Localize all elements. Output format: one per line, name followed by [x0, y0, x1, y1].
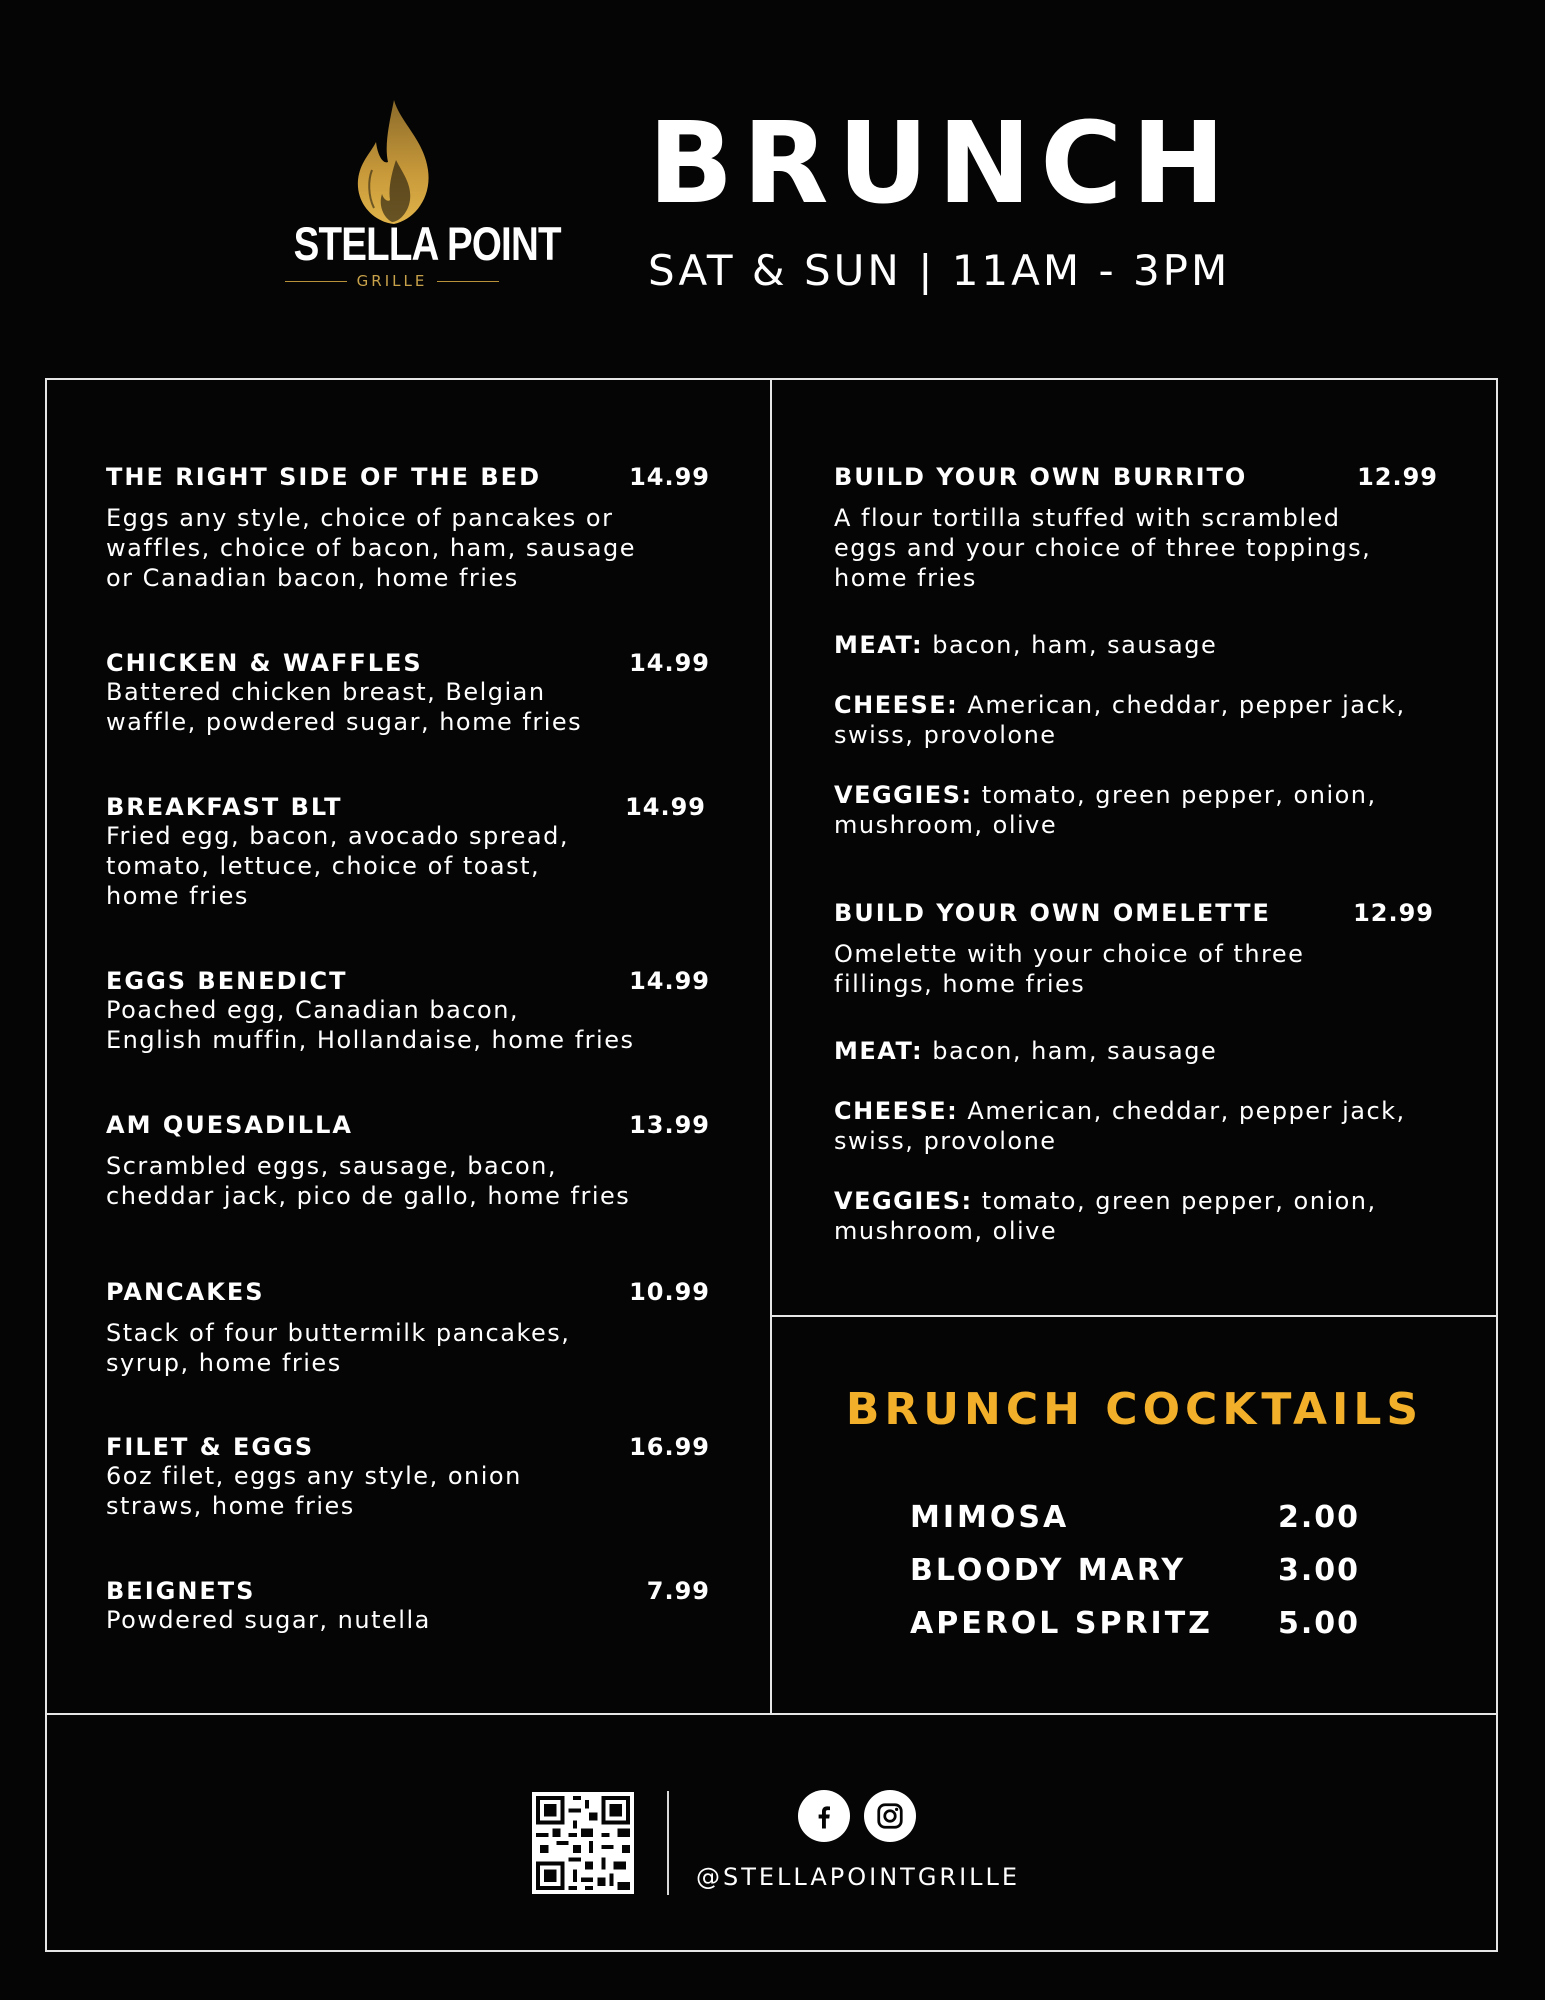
- item-desc: A flour tortilla stuffed with scrambled: [834, 504, 1341, 532]
- menu-item: [106, 967, 710, 1055]
- item-name: EGGS BENEDICT: [106, 967, 348, 995]
- qr-code-icon[interactable]: [532, 1792, 634, 1894]
- option-text: mushroom, olive: [834, 1217, 1058, 1245]
- instagram-icon[interactable]: [864, 1790, 916, 1842]
- item-desc: Poached egg, Canadian bacon,: [106, 996, 520, 1024]
- item-name: AM QUESADILLA: [106, 1111, 353, 1139]
- option-label: MEAT:: [834, 631, 924, 659]
- option-text: bacon, ham, sausage: [923, 1037, 1218, 1065]
- footer-divider: [45, 1713, 1498, 1715]
- option-meat: [834, 630, 1454, 660]
- item-price: 13.99: [629, 1111, 710, 1139]
- option-label: MEAT:: [834, 1037, 924, 1065]
- item-desc: English muffin, Hollandaise, home fries: [106, 1026, 635, 1054]
- cocktail-item: [910, 1606, 1360, 1659]
- option-text: tomato, green pepper, onion,: [972, 1187, 1377, 1215]
- menu-item-omelette: [834, 899, 1434, 999]
- item-price: 12.99: [1357, 463, 1438, 491]
- page-title: BRUNCH: [648, 99, 1235, 229]
- option-meat: [834, 1036, 1454, 1066]
- item-desc: home fries: [106, 882, 249, 910]
- menu-item: [106, 1577, 710, 1635]
- item-desc: Eggs any style, choice of pancakes or: [106, 504, 614, 532]
- brand-subtitle: [272, 272, 512, 290]
- item-name: BUILD YOUR OWN OMELETTE: [834, 899, 1271, 927]
- cocktails-list: [910, 1500, 1360, 1659]
- option-text: American, cheddar, pepper jack,: [958, 1097, 1406, 1125]
- brand-sub-text: GRILLE: [356, 272, 428, 290]
- cocktail-name: BLOODY MARY: [910, 1553, 1187, 1588]
- item-name: PANCAKES: [106, 1278, 265, 1306]
- item-price: 16.99: [629, 1433, 710, 1461]
- brand-name: STELLA POINT: [293, 217, 561, 270]
- item-price: 14.99: [629, 967, 710, 995]
- facebook-icon[interactable]: [798, 1790, 850, 1842]
- option-text: swiss, provolone: [834, 1127, 1057, 1155]
- item-desc: Omelette with your choice of three: [834, 940, 1305, 968]
- cocktail-item: [910, 1500, 1360, 1553]
- item-desc: Powdered sugar, nutella: [106, 1606, 431, 1634]
- footer-separator: [667, 1791, 669, 1895]
- menu-item: [106, 649, 710, 737]
- item-price: 10.99: [629, 1278, 710, 1306]
- cocktail-name: MIMOSA: [910, 1500, 1070, 1535]
- item-desc: cheddar jack, pico de gallo, home fries: [106, 1182, 631, 1210]
- item-price: 14.99: [629, 463, 710, 491]
- menu-item: [106, 1111, 710, 1211]
- item-name: BEIGNETS: [106, 1577, 256, 1605]
- menu-item: [106, 1433, 710, 1521]
- column-divider: [770, 378, 772, 1714]
- social-icons: [798, 1790, 916, 1842]
- item-price: 14.99: [629, 649, 710, 677]
- section-divider: [771, 1315, 1498, 1317]
- item-name: FILET & EGGS: [106, 1433, 315, 1461]
- item-desc: straws, home fries: [106, 1492, 355, 1520]
- item-desc: Scrambled eggs, sausage, bacon,: [106, 1152, 557, 1180]
- item-desc: 6oz filet, eggs any style, onion: [106, 1462, 522, 1490]
- option-text: American, cheddar, pepper jack,: [958, 691, 1406, 719]
- item-name: THE RIGHT SIDE OF THE BED: [106, 463, 541, 491]
- item-desc: home fries: [834, 564, 977, 592]
- item-desc: eggs and your choice of three toppings,: [834, 534, 1372, 562]
- option-label: CHEESE:: [834, 1097, 959, 1125]
- item-name: CHICKEN & WAFFLES: [106, 649, 423, 677]
- item-desc: waffle, powdered sugar, home fries: [106, 708, 583, 736]
- option-label: VEGGIES:: [834, 1187, 973, 1215]
- option-label: CHEESE:: [834, 691, 959, 719]
- page-subtitle: SAT & SUN | 11AM - 3PM: [648, 246, 1231, 295]
- option-cheese: [834, 1096, 1454, 1156]
- option-veggies: [834, 1186, 1454, 1246]
- divider: [437, 281, 499, 282]
- menu-item: [106, 463, 710, 593]
- item-desc: Stack of four buttermilk pancakes,: [106, 1319, 571, 1347]
- option-text: mushroom, olive: [834, 811, 1058, 839]
- divider: [285, 281, 347, 282]
- menu-item-burrito: [834, 463, 1438, 593]
- menu-item: [106, 793, 706, 911]
- cocktail-item: [910, 1553, 1360, 1606]
- item-desc: fillings, home fries: [834, 970, 1086, 998]
- item-price: 12.99: [1353, 899, 1434, 927]
- option-label: VEGGIES:: [834, 781, 973, 809]
- item-desc: or Canadian bacon, home fries: [106, 564, 519, 592]
- option-text: bacon, ham, sausage: [923, 631, 1218, 659]
- item-desc: waffles, choice of bacon, ham, sausage: [106, 534, 637, 562]
- option-text: swiss, provolone: [834, 721, 1057, 749]
- brand-logo: [272, 100, 561, 300]
- item-desc: Fried egg, bacon, avocado spread,: [106, 822, 569, 850]
- item-name: BUILD YOUR OWN BURRITO: [834, 463, 1248, 491]
- cocktail-price: 3.00: [1277, 1553, 1360, 1588]
- item-price: 7.99: [646, 1577, 710, 1605]
- cocktail-price: 5.00: [1277, 1606, 1360, 1641]
- menu-item: [106, 1278, 710, 1378]
- item-name: BREAKFAST BLT: [106, 793, 343, 821]
- item-desc: tomato, lettuce, choice of toast,: [106, 852, 541, 880]
- social-handle[interactable]: @STELLAPOINTGRILLE: [696, 1863, 1021, 1891]
- cocktails-heading: BRUNCH COCKTAILS: [845, 1384, 1424, 1435]
- item-desc: Battered chicken breast, Belgian: [106, 678, 546, 706]
- cocktail-name: APEROL SPRITZ: [910, 1606, 1213, 1641]
- item-price: 14.99: [625, 793, 706, 821]
- item-desc: syrup, home fries: [106, 1349, 342, 1377]
- option-text: tomato, green pepper, onion,: [972, 781, 1377, 809]
- cocktail-price: 2.00: [1277, 1500, 1360, 1535]
- option-cheese: [834, 690, 1454, 750]
- flame-icon: [350, 100, 436, 224]
- option-veggies: [834, 780, 1454, 840]
